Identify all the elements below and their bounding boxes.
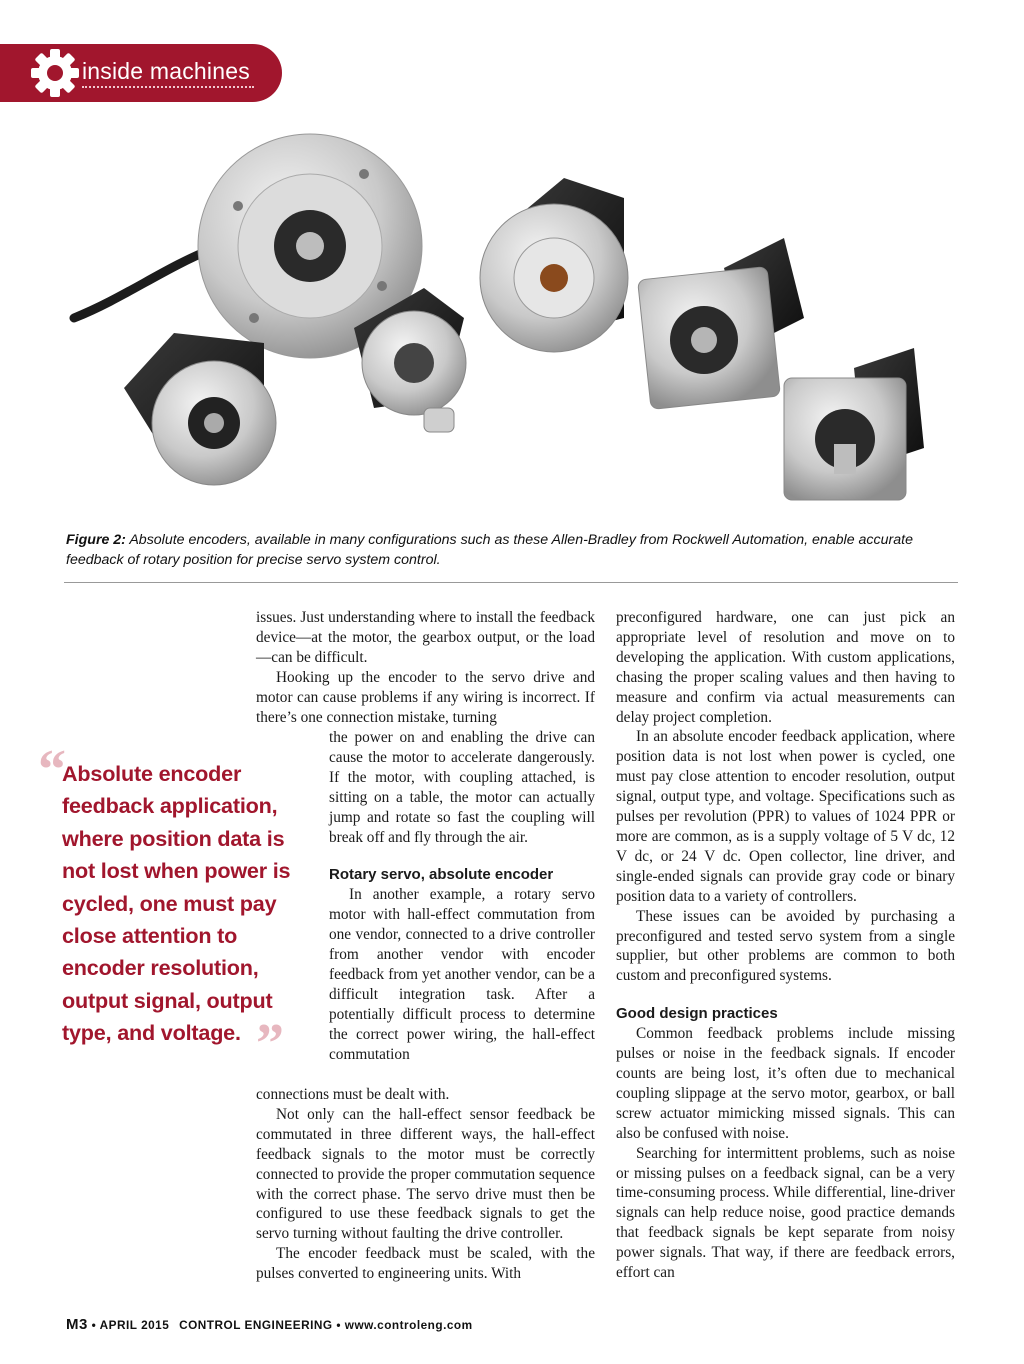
column-right bbox=[616, 608, 955, 1283]
section-underline bbox=[82, 86, 254, 88]
column-middle-top bbox=[256, 608, 595, 727]
figure-caption-text: Absolute encoders, available in many configurations such as these Allen-Bradley from Rockwell Automation, enable accurate feedback of rotary position for precise servo system control. bbox=[66, 532, 913, 568]
column-middle-narrow bbox=[329, 728, 595, 1065]
column-middle-bottom bbox=[256, 1085, 595, 1284]
issue-date: APRIL 2015 bbox=[99, 1318, 170, 1332]
paragraph: Not only can the hall-effect sensor feedback be commutated in three different ways, the hall-effect feedback signals to the motor must be correctly connected to provide the proper commutation sequence with the correct phase. The servo drive must then be configured to use these feedback signals to get the servo turning without faulting the drive controller. bbox=[256, 1105, 595, 1243]
section-title: inside machines bbox=[82, 58, 250, 84]
magazine-name: CONTROL ENGINEERING bbox=[179, 1318, 333, 1332]
paragraph: preconfigured hardware, one can just pick an appropriate level of resolution and move on to developing the application. With custom applications, chasing the proper scaling values and then having to measure and confirm via actual measurements can delay project completion. bbox=[616, 609, 955, 726]
divider bbox=[64, 582, 958, 583]
paragraph: In an absolute encoder feedback application, where position data is not lost when power is cycled, one must pay close attention to encoder resolution, output signal, output type, and voltage. Specifications such as pulses per revolution (PPR) to values of 1024 PPR or more are common, as is a supply voltage of 5 V dc, 12 V dc, or 24 V dc. Open collector, line driver, and single-ended signals can provide gray code or binary position data to a variety of controllers. bbox=[616, 728, 955, 905]
open-quote-mark: “ bbox=[38, 739, 66, 801]
paragraph: Hooking up the encoder to the servo drive and motor can cause problems if any wiring is incorrect. If there’s one connection mistake, turning bbox=[256, 668, 595, 726]
website-link[interactable]: www.controleng.com bbox=[344, 1318, 473, 1332]
subheading-good-design: Good design practices bbox=[616, 1005, 778, 1023]
paragraph: Searching for intermittent problems, such as noise or missing pulses on a feedback signal, can be a very time-consuming process. While differential, line-driver signals can help reduce noise, good practice demands that feedback signals be kept separate from noisy power signals. That way, if there are feedback errors, effort can bbox=[616, 1144, 955, 1282]
close-quote-mark: ” bbox=[256, 1013, 284, 1075]
page-number: M3 bbox=[66, 1316, 88, 1333]
paragraph: In another example, a rotary servo motor with hall-effect commutation from one vendor, connected to a drive controller from another vendor with encoder feedback from yet another vendor, can be a difficult integration task. After a potentially difficult process to determine the correct power wiring, the hall-effect commutation bbox=[329, 886, 595, 1063]
bullet-separator: • bbox=[91, 1318, 100, 1332]
page-footer bbox=[66, 1316, 473, 1333]
gear-icon bbox=[28, 46, 82, 100]
paragraph: The encoder feedback must be scaled, with the pulses converted to engineering units. With bbox=[256, 1245, 595, 1283]
encoders-photo bbox=[64, 118, 960, 522]
paragraph: These issues can be avoided by purchasing a preconfigured and tested servo system from a single supplier, but other problems are common to both custom and preconfigured systems. bbox=[616, 907, 955, 985]
paragraph: connections must be dealt with. bbox=[256, 1086, 450, 1103]
paragraph: Common feedback problems include missing pulses or noise in the feedback signals. If encoder counts are being lost, it’s often due to mechanical coupling slippage at the servo motor, gearbox, or ball screw actuator mimicking missed signals. This can also be confused with noise. bbox=[616, 1025, 955, 1142]
figure-caption bbox=[66, 530, 956, 570]
paragraph: issues. Just understanding where to install the feedback device—at the motor, the gearbox output, or the load—can be difficult. bbox=[256, 609, 595, 666]
bullet-separator: • bbox=[336, 1318, 345, 1332]
subheading-rotary-servo: Rotary servo, absolute encoder bbox=[329, 866, 554, 884]
paragraph: the power on and enabling the drive can cause the motor to accelerate dangerously. If the motor, with coupling attached, is sitting on a table, the motor can actually jump and rotate so fast the coupling will break off and fly through the air. bbox=[329, 729, 595, 846]
figure-label: Figure 2: bbox=[66, 532, 126, 548]
pull-quote: Absolute encoder feedback application, where position data is not lost when power is cycled, one must pay close attention to encoder resolution, output signal, output type, and voltage. bbox=[62, 761, 291, 1046]
